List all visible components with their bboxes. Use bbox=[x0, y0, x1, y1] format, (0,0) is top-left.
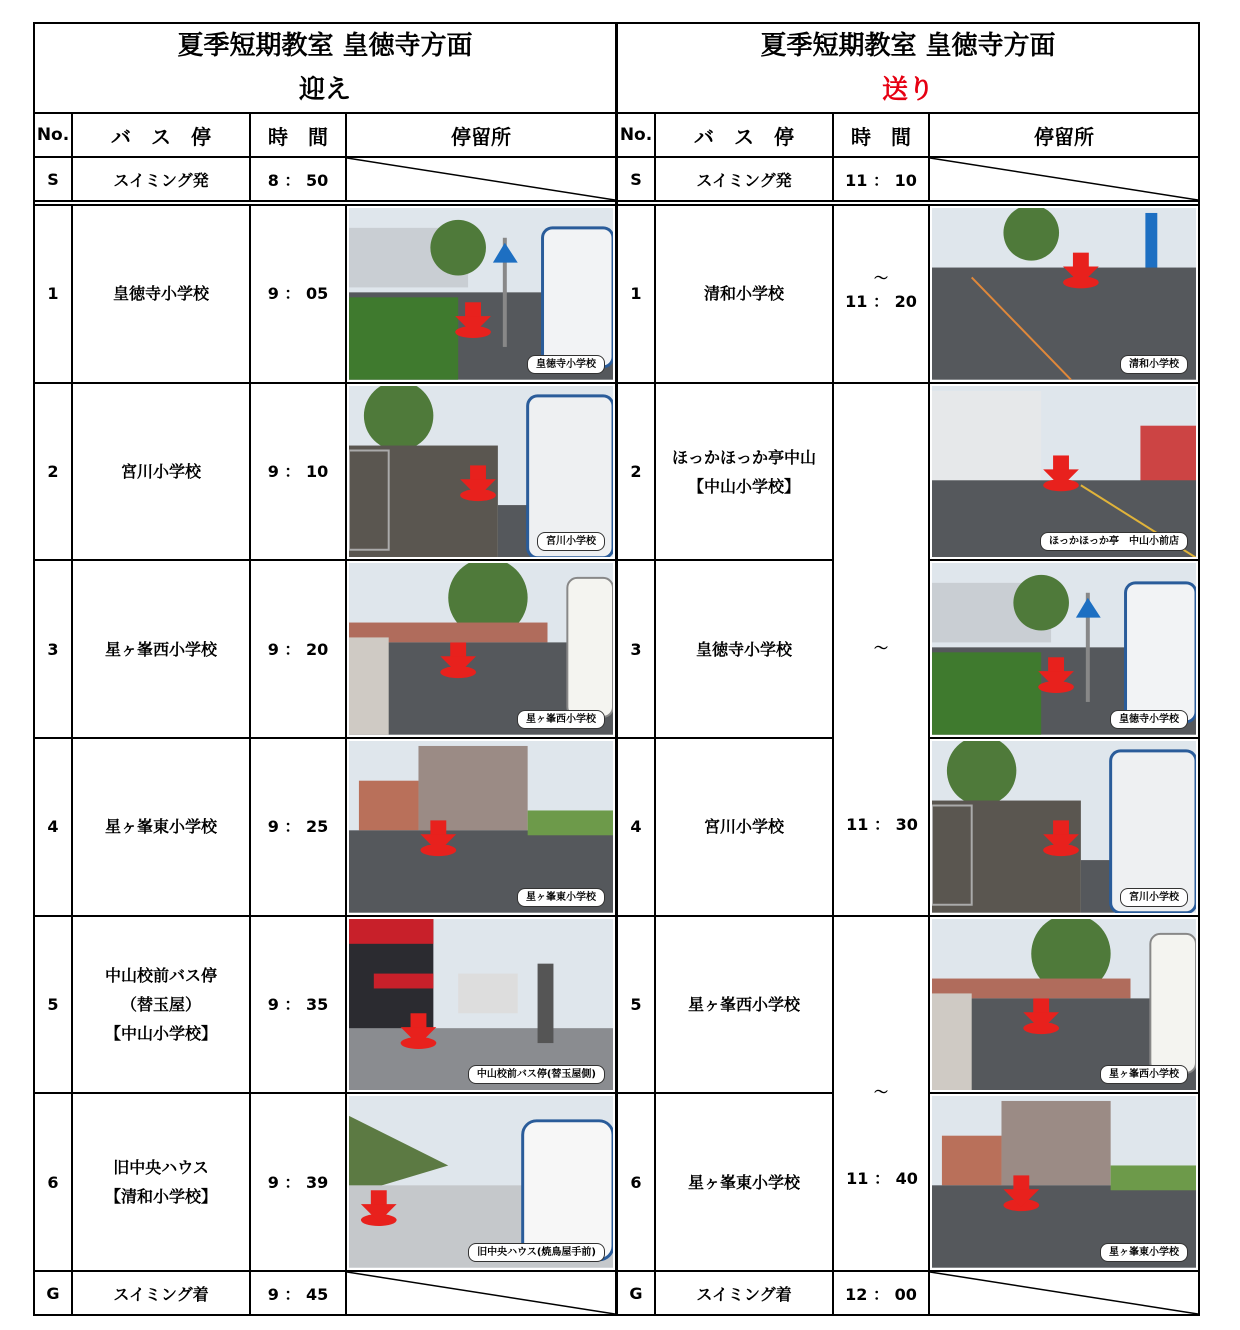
row-no: 1 bbox=[34, 205, 72, 383]
pickup-subtitle: 迎え bbox=[298, 75, 351, 105]
stop-photo bbox=[346, 1093, 616, 1271]
photo-label: 宮川小学校 bbox=[537, 532, 605, 551]
row-no: 6 bbox=[34, 1093, 72, 1271]
stop-photo bbox=[346, 560, 616, 738]
row-no: 2 bbox=[34, 383, 72, 561]
row-no: 4 bbox=[617, 738, 655, 916]
photo-label: ほっかほっか亭 中山小前店 bbox=[1040, 532, 1188, 551]
dropoff-schedule-table bbox=[616, 22, 1200, 1316]
photo-label: 星ヶ峯西小学校 bbox=[517, 710, 605, 729]
row-no: 4 bbox=[34, 738, 72, 916]
row-stop: 宮川小学校 bbox=[655, 738, 833, 916]
stop-photo bbox=[929, 1093, 1199, 1271]
start-time: 11 ： 10 bbox=[833, 157, 929, 201]
row-no: 3 bbox=[34, 560, 72, 738]
table-row bbox=[34, 916, 616, 1094]
row-stop: ほっかほっか亭中山 【中山小学校】 bbox=[655, 383, 833, 561]
goal-time: 12 ： 00 bbox=[833, 1271, 929, 1315]
table-row bbox=[34, 738, 616, 916]
pickup-title-cell bbox=[34, 23, 616, 113]
goal-time: 9 ： 45 bbox=[250, 1271, 346, 1315]
row-stop: 星ヶ峯西小学校 bbox=[72, 560, 250, 738]
table-row bbox=[34, 383, 616, 561]
row-no: 5 bbox=[34, 916, 72, 1094]
goal-no: G bbox=[617, 1271, 655, 1315]
header-place: 停留所 bbox=[929, 113, 1199, 157]
goal-no: G bbox=[34, 1271, 72, 1315]
row-no: 1 bbox=[617, 205, 655, 383]
header-no: No. bbox=[34, 113, 72, 157]
row-stop: 星ヶ峯東小学校 bbox=[655, 1093, 833, 1271]
row-no: 2 bbox=[617, 383, 655, 561]
stop-photo-image bbox=[932, 208, 1196, 380]
row-stop: 星ヶ峯西小学校 bbox=[655, 916, 833, 1094]
row-stop: 旧中央ハウス 【清和小学校】 bbox=[72, 1093, 250, 1271]
start-time: 8 ： 50 bbox=[250, 157, 346, 201]
goal-diagonal-cell bbox=[929, 1271, 1199, 1315]
row-time: 9 ： 35 bbox=[250, 916, 346, 1094]
row-stop: 皇徳寺小学校 bbox=[72, 205, 250, 383]
stop-photo bbox=[929, 560, 1199, 738]
pickup-title: 夏季短期教室 皇徳寺方面 bbox=[177, 31, 473, 61]
stop-photo bbox=[929, 916, 1199, 1094]
stop-photo-image bbox=[932, 741, 1196, 913]
row-time: 9 ： 10 bbox=[250, 383, 346, 561]
dropoff-title-cell bbox=[617, 23, 1199, 113]
header-bus-stop: バ ス 停 bbox=[72, 113, 250, 157]
stop-photo-image bbox=[349, 208, 613, 380]
stop-photo bbox=[346, 916, 616, 1094]
photo-label: 中山校前バス停(替玉屋側) bbox=[468, 1065, 605, 1084]
table-row bbox=[617, 916, 1199, 1094]
photo-label: 星ヶ峯東小学校 bbox=[1100, 1243, 1188, 1262]
row-time bbox=[833, 205, 929, 383]
row-stop: 皇徳寺小学校 bbox=[655, 560, 833, 738]
stop-photo bbox=[346, 205, 616, 383]
stop-photo bbox=[346, 383, 616, 561]
row-time-range: ～ bbox=[833, 383, 929, 916]
photo-label: 皇徳寺小学校 bbox=[1110, 710, 1188, 729]
row-time: 9 ： 05 bbox=[250, 205, 346, 383]
pickup-schedule-table bbox=[33, 22, 617, 1316]
photo-label: 星ヶ峯東小学校 bbox=[517, 888, 605, 907]
row-stop: 宮川小学校 bbox=[72, 383, 250, 561]
header-time: 時 間 bbox=[833, 113, 929, 157]
time-value: 11 ： 20 bbox=[845, 292, 917, 312]
goal-stop: スイミング着 bbox=[655, 1271, 833, 1315]
photo-label: 星ヶ峯西小学校 bbox=[1100, 1065, 1188, 1084]
table-row bbox=[617, 205, 1199, 383]
goal-stop: スイミング着 bbox=[72, 1271, 250, 1315]
photo-label: 皇徳寺小学校 bbox=[527, 355, 605, 374]
table-row bbox=[617, 383, 1199, 561]
stop-photo bbox=[929, 738, 1199, 916]
header-time: 時 間 bbox=[250, 113, 346, 157]
row-stop: 清和小学校 bbox=[655, 205, 833, 383]
photo-label: 宮川小学校 bbox=[1120, 888, 1188, 907]
table-row bbox=[34, 560, 616, 738]
stop-photo bbox=[929, 205, 1199, 383]
start-no: S bbox=[34, 157, 72, 201]
start-diagonal-cell bbox=[346, 157, 616, 201]
header-no: No. bbox=[617, 113, 655, 157]
row-time-range: ～ bbox=[833, 916, 929, 1271]
dropoff-time-1130: 11 ： 30 bbox=[846, 815, 918, 834]
start-stop: スイミング発 bbox=[72, 157, 250, 201]
table-row bbox=[34, 1093, 616, 1271]
row-stop: 中山校前バス停 （替玉屋） 【中山小学校】 bbox=[72, 916, 250, 1094]
header-bus-stop: バ ス 停 bbox=[655, 113, 833, 157]
time-tilde: ～ bbox=[874, 271, 888, 288]
start-stop: スイミング発 bbox=[655, 157, 833, 201]
dropoff-subtitle: 送り bbox=[881, 75, 934, 105]
row-time: 9 ： 39 bbox=[250, 1093, 346, 1271]
row-time: 9 ： 25 bbox=[250, 738, 346, 916]
start-no: S bbox=[617, 157, 655, 201]
row-no: 5 bbox=[617, 916, 655, 1094]
photo-label: 旧中央ハウス(焼鳥屋手前) bbox=[468, 1243, 605, 1262]
row-time: 9 ： 20 bbox=[250, 560, 346, 738]
row-no: 6 bbox=[617, 1093, 655, 1271]
stop-photo bbox=[346, 738, 616, 916]
stop-photo bbox=[929, 383, 1199, 561]
goal-diagonal-cell bbox=[346, 1271, 616, 1315]
photo-label: 清和小学校 bbox=[1120, 355, 1188, 374]
row-stop: 星ヶ峯東小学校 bbox=[72, 738, 250, 916]
stop-photo-image bbox=[349, 741, 613, 913]
dropoff-title: 夏季短期教室 皇徳寺方面 bbox=[760, 31, 1056, 61]
row-no: 3 bbox=[617, 560, 655, 738]
header-place: 停留所 bbox=[346, 113, 616, 157]
start-diagonal-cell bbox=[929, 157, 1199, 201]
dropoff-time-1140: 11 ： 40 bbox=[846, 1169, 918, 1188]
table-row bbox=[34, 205, 616, 383]
